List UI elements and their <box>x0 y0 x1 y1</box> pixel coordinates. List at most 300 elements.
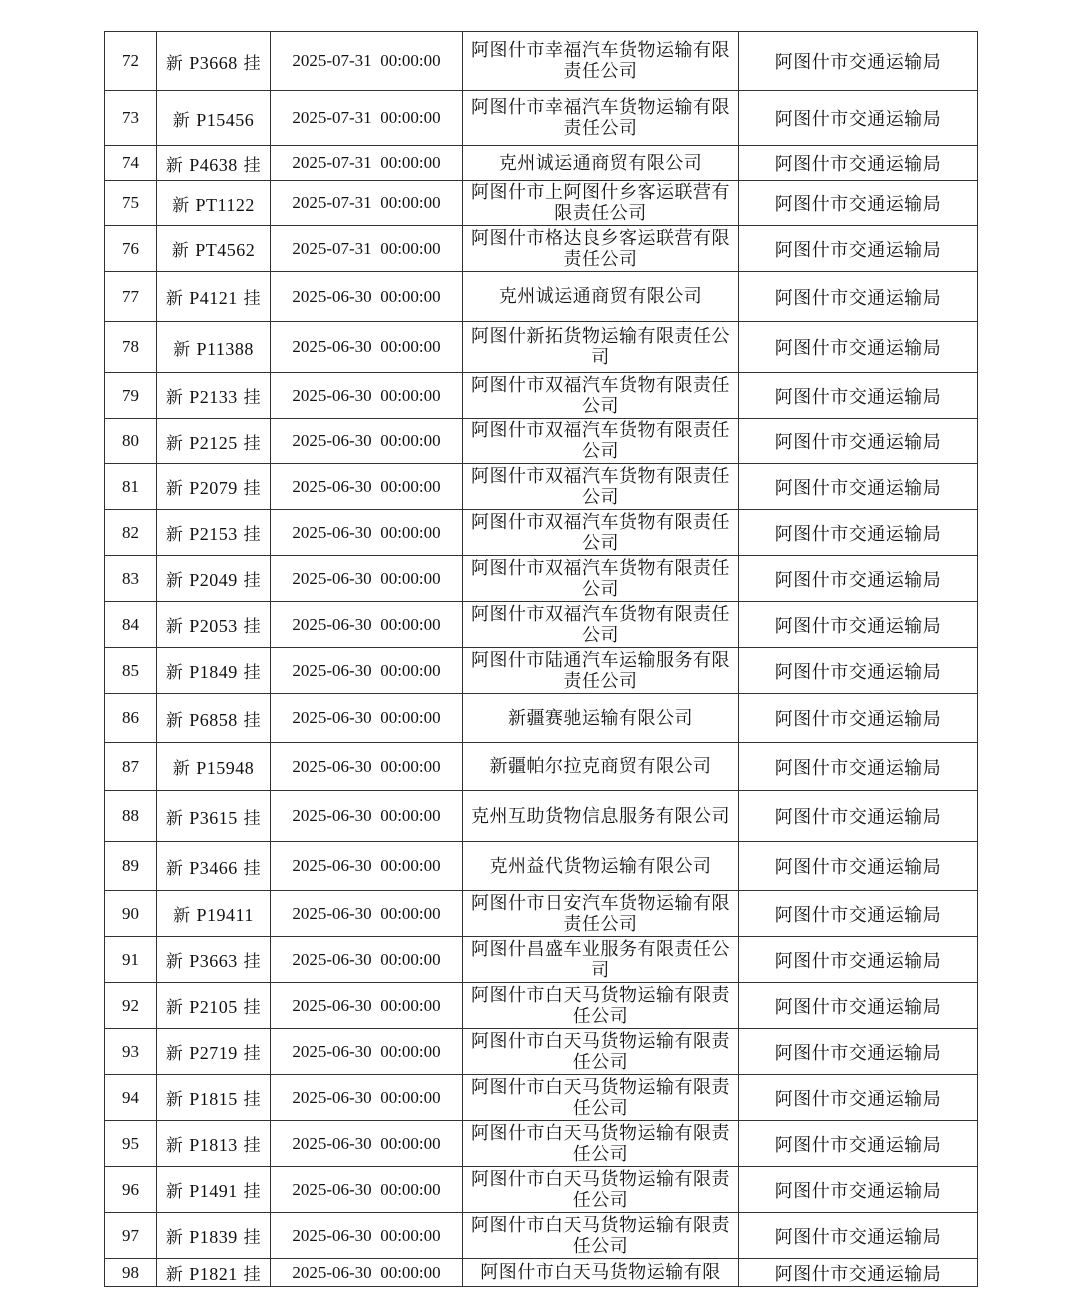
table-row <box>105 556 978 602</box>
plate-suffix: 挂 <box>243 571 262 591</box>
serial-number-cell <box>105 510 157 556</box>
plate-number-cell <box>157 1259 271 1287</box>
expiry-time: 00:00:00 <box>380 614 441 634</box>
plate-prefix: 新 <box>165 289 184 309</box>
expiry-time: 00:00:00 <box>380 568 441 588</box>
table-row <box>105 226 978 272</box>
authority-name: 阿图什市交通运输局 <box>774 194 942 215</box>
company-cell <box>463 1121 739 1167</box>
company-cell <box>463 146 739 181</box>
plate-number-cell <box>157 322 271 373</box>
expiry-datetime-cell <box>271 648 463 694</box>
authority-cell <box>739 602 978 648</box>
authority-name: 阿图什市交通运输局 <box>774 904 942 926</box>
plate-number-cell <box>157 602 271 648</box>
serial-number: 85 <box>122 660 139 680</box>
authority-cell <box>739 226 978 272</box>
expiry-time: 00:00:00 <box>380 51 441 70</box>
table-row <box>105 1029 978 1075</box>
plate-prefix: 新 <box>165 53 184 74</box>
plate-suffix: 挂 <box>243 663 262 683</box>
plate-suffix: 挂 <box>243 858 262 879</box>
plate-suffix: 挂 <box>243 998 262 1018</box>
plate-suffix: 挂 <box>243 1265 262 1285</box>
expiry-date: 2025-06-30 <box>292 286 372 306</box>
expiry-datetime-cell <box>271 602 463 648</box>
company-cell <box>463 891 739 937</box>
plate-suffix: 挂 <box>243 155 262 176</box>
expiry-datetime-cell <box>271 937 463 983</box>
serial-number: 98 <box>122 1262 139 1282</box>
expiry-datetime-cell <box>271 983 463 1029</box>
authority-name: 阿图什市交通运输局 <box>774 709 942 730</box>
authority-cell <box>739 743 978 791</box>
expiry-date: 2025-06-30 <box>292 949 372 969</box>
plate-number: P3663 <box>189 951 238 971</box>
expiry-time: 00:00:00 <box>380 660 441 680</box>
expiry-date: 2025-06-30 <box>292 995 372 1015</box>
company-name: 阿图什市幸福汽车货物运输有限责任公司 <box>471 97 730 139</box>
serial-number-cell <box>105 694 157 743</box>
expiry-date: 2025-06-30 <box>292 337 372 356</box>
plate-suffix: 挂 <box>243 479 262 499</box>
table-row <box>105 272 978 322</box>
authority-cell <box>739 937 978 983</box>
expiry-datetime-cell <box>271 556 463 602</box>
company-cell <box>463 181 739 226</box>
company-name: 阿图什市双福汽车货物有限责任公司 <box>471 465 730 508</box>
serial-number-cell <box>105 32 157 91</box>
authority-cell <box>739 694 978 743</box>
plate-number: P1813 <box>189 1135 238 1155</box>
table-row <box>105 1167 978 1213</box>
company-name: 阿图什市陆通汽车运输服务有限责任公司 <box>471 649 730 692</box>
expiry-datetime-cell <box>271 373 463 419</box>
table-row <box>105 464 978 510</box>
expiry-time: 00:00:00 <box>380 708 441 727</box>
plate-number: P1815 <box>189 1089 238 1109</box>
company-name: 阿图什市双福汽车货物有限责任公司 <box>471 603 730 646</box>
plate-number: P3466 <box>189 857 238 878</box>
table-row <box>105 32 978 91</box>
table-row <box>105 743 978 791</box>
serial-number: 77 <box>122 286 139 306</box>
plate-number-cell <box>157 510 271 556</box>
expiry-datetime-cell <box>271 226 463 272</box>
plate-prefix: 新 <box>165 617 184 637</box>
serial-number-cell <box>105 556 157 602</box>
serial-number-cell <box>105 1213 157 1259</box>
company-name: 克州诚运通商贸有限公司 <box>498 286 703 307</box>
plate-number: P2053 <box>189 616 238 636</box>
plate-number-cell <box>157 181 271 226</box>
company-name: 阿图什市双福汽车货物有限责任公司 <box>471 511 730 554</box>
plate-number-cell <box>157 32 271 91</box>
plate-prefix: 新 <box>165 525 184 545</box>
plate-number-cell <box>157 842 271 891</box>
expiry-date: 2025-06-30 <box>292 1262 372 1282</box>
authority-cell <box>739 1075 978 1121</box>
table-row <box>105 1075 978 1121</box>
expiry-datetime-cell <box>271 1029 463 1075</box>
serial-number: 97 <box>122 1225 139 1245</box>
company-name: 新疆赛驰运输有限公司 <box>508 707 693 729</box>
serial-number-cell <box>105 983 157 1029</box>
expiry-date: 2025-06-30 <box>292 660 372 680</box>
expiry-datetime-cell <box>271 1259 463 1287</box>
authority-name: 阿图什市交通运输局 <box>774 950 942 972</box>
serial-number: 74 <box>122 153 139 172</box>
plate-number: P3668 <box>189 52 238 73</box>
plate-number: P2719 <box>189 1043 238 1063</box>
authority-cell <box>739 464 978 510</box>
authority-name: 阿图什市交通运输局 <box>774 287 942 309</box>
serial-number: 80 <box>122 431 139 450</box>
authority-name: 阿图什市交通运输局 <box>774 52 942 73</box>
table-row <box>105 842 978 891</box>
expiry-datetime-cell <box>271 464 463 510</box>
serial-number: 73 <box>122 108 139 127</box>
expiry-time: 00:00:00 <box>380 1262 441 1282</box>
table-row <box>105 1259 978 1287</box>
expiry-date: 2025-06-30 <box>292 522 372 542</box>
serial-number-cell <box>105 91 157 146</box>
company-cell <box>463 983 739 1029</box>
expiry-datetime-cell <box>271 891 463 937</box>
plate-number-cell <box>157 373 271 419</box>
authority-cell <box>739 1121 978 1167</box>
expiry-date: 2025-07-31 <box>292 238 372 258</box>
authority-name: 阿图什市交通运输局 <box>774 1042 942 1064</box>
serial-number-cell <box>105 272 157 322</box>
authority-name: 阿图什市交通运输局 <box>774 1263 942 1285</box>
serial-number-cell <box>105 891 157 937</box>
plate-number: P19411 <box>196 905 254 925</box>
expiry-datetime-cell <box>271 743 463 791</box>
expiry-time: 00:00:00 <box>380 431 441 450</box>
authority-name: 阿图什市交通运输局 <box>774 432 942 453</box>
table-row <box>105 1213 978 1259</box>
company-name: 阿图什市上阿图什乡客运联营有限责任公司 <box>471 182 730 224</box>
plate-prefix: 新 <box>165 388 184 408</box>
serial-number-cell <box>105 1167 157 1213</box>
plate-number: P2049 <box>189 570 238 590</box>
authority-cell <box>739 983 978 1029</box>
company-cell <box>463 464 739 510</box>
company-name: 阿图什市幸福汽车货物运输有限责任公司 <box>471 40 730 82</box>
expiry-date: 2025-06-30 <box>292 385 372 405</box>
authority-name: 阿图什市交通运输局 <box>774 386 942 408</box>
expiry-date: 2025-06-30 <box>292 856 372 875</box>
serial-number: 75 <box>122 193 139 212</box>
plate-suffix: 挂 <box>243 388 262 408</box>
plate-prefix: 新 <box>165 433 184 454</box>
serial-number: 90 <box>122 903 139 923</box>
serial-number: 79 <box>122 385 139 405</box>
authority-name: 阿图什市交通运输局 <box>774 109 942 130</box>
expiry-time: 00:00:00 <box>380 806 441 825</box>
plate-number-cell <box>157 983 271 1029</box>
serial-number: 76 <box>122 238 139 258</box>
serial-number-cell <box>105 1259 157 1287</box>
company-name: 阿图什市双福汽车货物有限责任公司 <box>471 374 730 417</box>
expiry-date: 2025-06-30 <box>292 1225 372 1245</box>
plate-number: P1839 <box>189 1227 238 1247</box>
expiry-date: 2025-06-30 <box>292 431 372 450</box>
company-cell <box>463 373 739 419</box>
expiry-datetime-cell <box>271 419 463 464</box>
authority-cell <box>739 791 978 842</box>
expiry-time: 00:00:00 <box>380 153 441 172</box>
plate-prefix: 新 <box>165 1044 184 1064</box>
company-cell <box>463 272 739 322</box>
plate-number: P2105 <box>189 997 238 1017</box>
company-cell <box>463 322 739 373</box>
expiry-time: 00:00:00 <box>380 1041 441 1061</box>
expiry-datetime-cell <box>271 510 463 556</box>
plate-number-cell <box>157 648 271 694</box>
authority-cell <box>739 891 978 937</box>
table-row <box>105 181 978 226</box>
company-name: 阿图什市白天马货物运输有限 <box>480 1262 721 1283</box>
authority-cell <box>739 1029 978 1075</box>
plate-number-cell <box>157 1213 271 1259</box>
authority-cell <box>739 32 978 91</box>
table-row <box>105 322 978 373</box>
expiry-datetime-cell <box>271 1213 463 1259</box>
serial-number-cell <box>105 1075 157 1121</box>
expiry-datetime-cell <box>271 146 463 181</box>
plate-number-cell <box>157 694 271 743</box>
authority-name: 阿图什市交通运输局 <box>774 996 942 1018</box>
expiry-datetime-cell <box>271 1167 463 1213</box>
serial-number-cell <box>105 602 157 648</box>
expiry-date: 2025-06-30 <box>292 708 372 727</box>
plate-suffix: 挂 <box>243 1090 262 1110</box>
expiry-date: 2025-06-30 <box>292 903 372 923</box>
plate-suffix: 挂 <box>243 433 262 454</box>
plate-suffix: 挂 <box>243 1044 262 1064</box>
expiry-time: 00:00:00 <box>380 337 441 356</box>
expiry-date: 2025-07-31 <box>292 153 372 172</box>
plate-number-cell <box>157 1121 271 1167</box>
table-row <box>105 648 978 694</box>
expiry-datetime-cell <box>271 1075 463 1121</box>
authority-name: 阿图什市交通运输局 <box>774 477 942 499</box>
plate-prefix: 新 <box>165 1265 184 1285</box>
serial-number: 83 <box>122 568 139 588</box>
plate-prefix: 新 <box>165 998 184 1018</box>
company-name: 新疆帕尔拉克商贸有限公司 <box>489 756 712 777</box>
plate-suffix: 挂 <box>243 525 262 545</box>
company-cell <box>463 32 739 91</box>
expiry-datetime-cell <box>271 791 463 842</box>
company-cell <box>463 419 739 464</box>
expiry-date: 2025-06-30 <box>292 1087 372 1107</box>
plate-prefix: 新 <box>172 110 191 131</box>
expiry-time: 00:00:00 <box>380 1087 441 1107</box>
serial-number-cell <box>105 464 157 510</box>
expiry-time: 00:00:00 <box>380 1133 441 1153</box>
expiry-time: 00:00:00 <box>380 385 441 405</box>
company-name: 阿图什市格达良乡客运联营有限责任公司 <box>471 227 730 270</box>
plate-suffix: 挂 <box>243 617 262 637</box>
plate-prefix: 新 <box>165 155 184 176</box>
plate-number: P4638 <box>189 154 238 175</box>
authority-cell <box>739 419 978 464</box>
plate-prefix: 新 <box>165 663 184 683</box>
authority-cell <box>739 181 978 226</box>
plate-number: P15456 <box>196 109 255 130</box>
serial-number-cell <box>105 743 157 791</box>
vehicle-table-body <box>105 32 978 1287</box>
plate-suffix: 挂 <box>243 1182 262 1202</box>
serial-number-cell <box>105 373 157 419</box>
serial-number: 89 <box>122 856 139 875</box>
authority-name: 阿图什市交通运输局 <box>774 523 942 545</box>
plate-suffix: 挂 <box>243 1136 262 1156</box>
plate-number-cell <box>157 1167 271 1213</box>
table-row <box>105 419 978 464</box>
company-cell <box>463 510 739 556</box>
plate-prefix: 新 <box>165 808 184 829</box>
table-row <box>105 1121 978 1167</box>
expiry-time: 00:00:00 <box>380 1179 441 1199</box>
company-cell <box>463 1259 739 1287</box>
plate-number-cell <box>157 464 271 510</box>
company-cell <box>463 1075 739 1121</box>
company-cell <box>463 91 739 146</box>
serial-number-cell <box>105 322 157 373</box>
company-name: 阿图什市白天马货物运输有限责任公司 <box>471 1076 730 1119</box>
serial-number: 78 <box>122 337 139 356</box>
expiry-time: 00:00:00 <box>380 238 441 258</box>
authority-name: 阿图什市交通运输局 <box>774 661 942 683</box>
expiry-date: 2025-07-31 <box>292 108 372 127</box>
company-cell <box>463 694 739 743</box>
authority-cell <box>739 556 978 602</box>
expiry-datetime-cell <box>271 272 463 322</box>
expiry-time: 00:00:00 <box>380 1225 441 1245</box>
plate-prefix: 新 <box>165 1136 184 1156</box>
plate-number-cell <box>157 272 271 322</box>
authority-cell <box>739 1259 978 1287</box>
expiry-date: 2025-06-30 <box>292 1133 372 1153</box>
expiry-date: 2025-06-30 <box>292 476 372 496</box>
expiry-time: 00:00:00 <box>380 108 441 127</box>
plate-suffix: 挂 <box>243 952 262 972</box>
expiry-date: 2025-06-30 <box>292 1179 372 1199</box>
plate-number-cell <box>157 743 271 791</box>
company-name: 阿图什市白天马货物运输有限责任公司 <box>471 1214 730 1257</box>
serial-number: 88 <box>122 806 139 825</box>
company-name: 阿图什新拓货物运输有限责任公司 <box>471 326 730 368</box>
plate-number: P2125 <box>189 432 238 453</box>
table-row <box>105 602 978 648</box>
expiry-time: 00:00:00 <box>380 286 441 306</box>
plate-number-cell <box>157 791 271 842</box>
company-name: 阿图什市白天马货物运输有限责任公司 <box>471 1122 730 1165</box>
expiry-datetime-cell <box>271 842 463 891</box>
plate-prefix: 新 <box>165 1090 184 1110</box>
company-cell <box>463 1029 739 1075</box>
plate-number-cell <box>157 937 271 983</box>
authority-name: 阿图什市交通运输局 <box>774 1226 942 1248</box>
authority-name: 阿图什市交通运输局 <box>774 1088 942 1110</box>
expiry-date: 2025-07-31 <box>292 51 372 70</box>
serial-number-cell <box>105 419 157 464</box>
plate-prefix: 新 <box>165 952 184 972</box>
serial-number-cell <box>105 146 157 181</box>
table-row <box>105 146 978 181</box>
table-row <box>105 791 978 842</box>
expiry-time: 00:00:00 <box>380 949 441 969</box>
company-name: 克州益代货物运输有限公司 <box>489 855 712 877</box>
plate-number: P2153 <box>189 524 238 544</box>
vehicle-table <box>104 31 978 1287</box>
expiry-date: 2025-06-30 <box>292 568 372 588</box>
company-name: 阿图什市白天马货物运输有限责任公司 <box>471 1168 730 1211</box>
company-name: 阿图什市日安汽车货物运输有限责任公司 <box>471 892 730 935</box>
expiry-datetime-cell <box>271 1121 463 1167</box>
expiry-date: 2025-06-30 <box>292 806 372 825</box>
plate-number: P1849 <box>189 662 238 682</box>
plate-number: PT1122 <box>195 194 255 215</box>
serial-number: 94 <box>122 1087 139 1107</box>
plate-number-cell <box>157 556 271 602</box>
authority-name: 阿图什市交通运输局 <box>774 338 942 359</box>
expiry-datetime-cell <box>271 181 463 226</box>
table-row <box>105 983 978 1029</box>
company-name: 阿图什市双福汽车货物有限责任公司 <box>471 557 730 600</box>
company-cell <box>463 1213 739 1259</box>
serial-number: 92 <box>122 995 139 1015</box>
authority-name: 阿图什市交通运输局 <box>774 807 942 828</box>
plate-suffix: 挂 <box>243 808 262 829</box>
serial-number-cell <box>105 226 157 272</box>
serial-number-cell <box>105 791 157 842</box>
serial-number: 86 <box>122 708 139 727</box>
authority-cell <box>739 322 978 373</box>
plate-number: P15948 <box>196 758 255 778</box>
plate-number: PT4562 <box>195 240 256 260</box>
plate-number-cell <box>157 91 271 146</box>
plate-prefix: 新 <box>165 1182 184 1202</box>
authority-name: 阿图什市交通运输局 <box>774 1134 942 1156</box>
plate-suffix: 挂 <box>243 1228 262 1248</box>
expiry-time: 00:00:00 <box>380 856 441 875</box>
serial-number: 87 <box>122 756 139 776</box>
authority-cell <box>739 146 978 181</box>
serial-number: 91 <box>122 949 139 969</box>
authority-name: 阿图什市交通运输局 <box>774 757 942 779</box>
plate-suffix: 挂 <box>243 289 262 309</box>
serial-number: 96 <box>122 1179 139 1199</box>
table-row <box>105 891 978 937</box>
authority-name: 阿图什市交通运输局 <box>774 857 942 878</box>
serial-number-cell <box>105 937 157 983</box>
company-cell <box>463 648 739 694</box>
plate-number-cell <box>157 419 271 464</box>
plate-number-cell <box>157 1075 271 1121</box>
plate-number: P11388 <box>196 338 254 359</box>
authority-cell <box>739 91 978 146</box>
expiry-date: 2025-06-30 <box>292 614 372 634</box>
serial-number-cell <box>105 842 157 891</box>
authority-name: 阿图什市交通运输局 <box>774 569 942 591</box>
plate-number-cell <box>157 891 271 937</box>
authority-cell <box>739 272 978 322</box>
